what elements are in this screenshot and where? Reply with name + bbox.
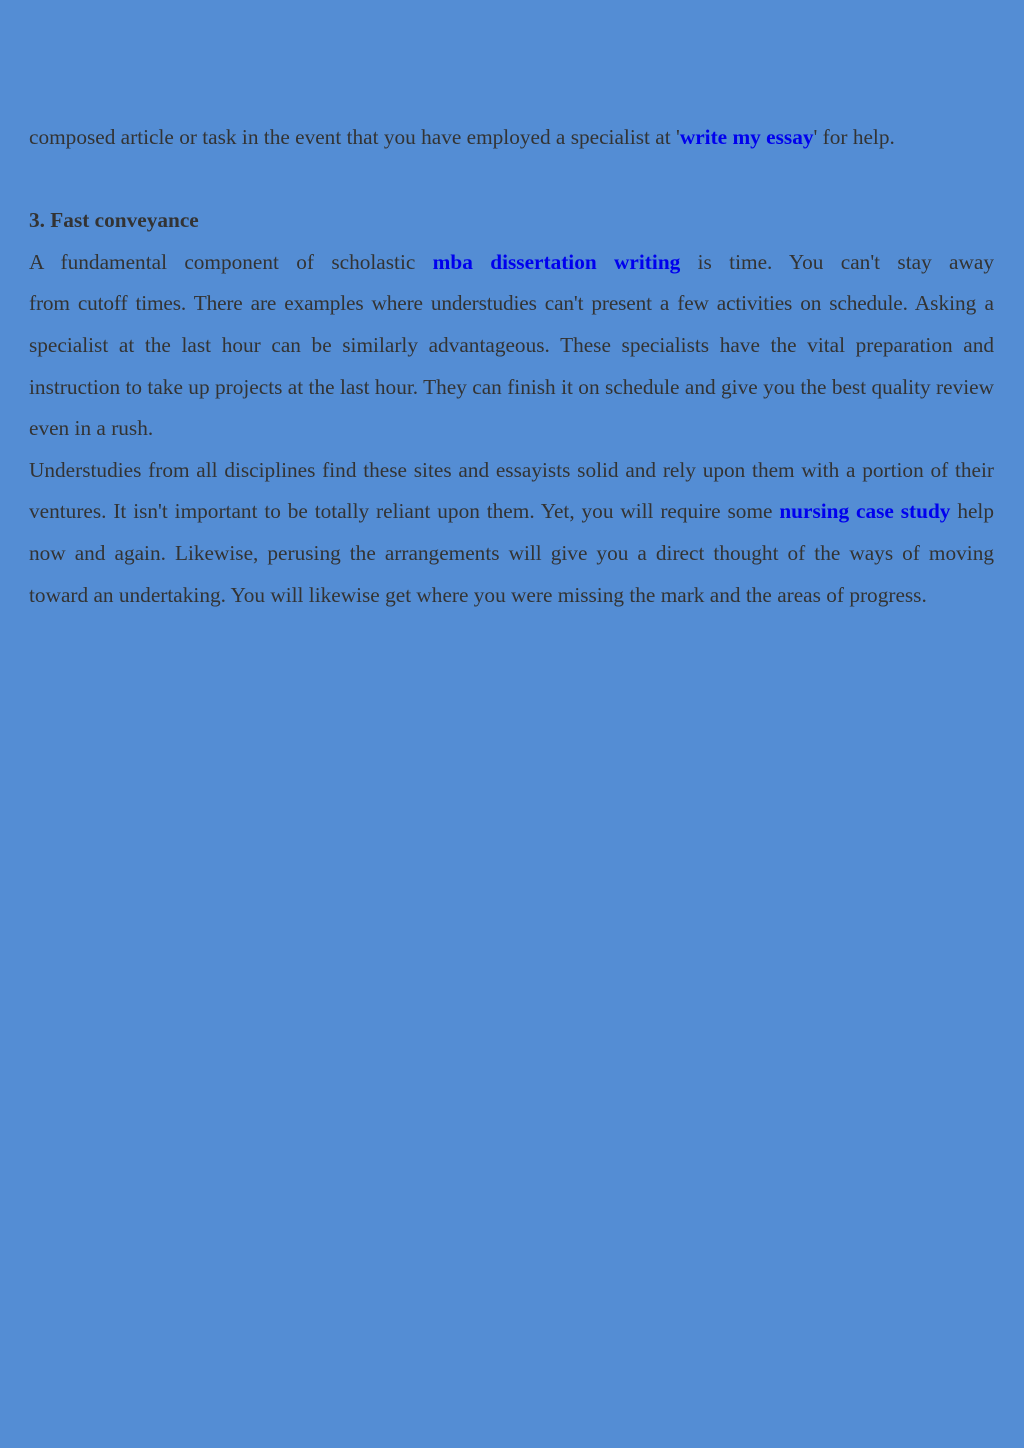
write-my-essay-link[interactable]: write my essay	[679, 125, 814, 149]
paragraph-spacer	[29, 159, 994, 201]
p2-text-after: help now and again. Likewise, perusing the arrangements will give you a direct thought of the ways of moving toward an undertaking. You will likewise get where you were missing the mark and the areas of progress.	[29, 499, 994, 607]
intro-text-after: ' for help.	[813, 125, 895, 149]
p2-text-before: Understudies from all disciplines find these sites and essayists solid and rely upon them with a portion of their ventures. It isn't important to be totally reliant upon them. Yet, you will require some	[29, 457, 994, 524]
p1-line-2: from cutoff times. There are examples where understudies can't present a few activities on schedule.	[29, 291, 908, 316]
p1-text-after: is time. You can't stay away	[680, 249, 994, 274]
section-heading-fast-conveyance: 3. Fast conveyance	[29, 208, 199, 233]
section3-paragraph-1	[29, 242, 994, 450]
p1-text-rest: Asking a specialist at the last hour can be similarly advantageous. These specialists have the vital preparation and instruction to take up projects at the last hour. They can finish it on schedule and give you the best quality review even in a rush.	[29, 291, 994, 441]
document-body	[29, 117, 994, 616]
mba-dissertation-writing-link[interactable]: mba dissertation writing	[432, 249, 681, 274]
intro-paragraph	[29, 117, 994, 159]
p1-text-before: A fundamental component of scholastic	[29, 249, 433, 274]
nursing-case-study-link[interactable]: nursing case study	[779, 499, 951, 524]
section3-paragraph-2	[29, 450, 994, 616]
intro-text-before: composed article or task in the event that you have employed a specialist at '	[29, 125, 680, 149]
